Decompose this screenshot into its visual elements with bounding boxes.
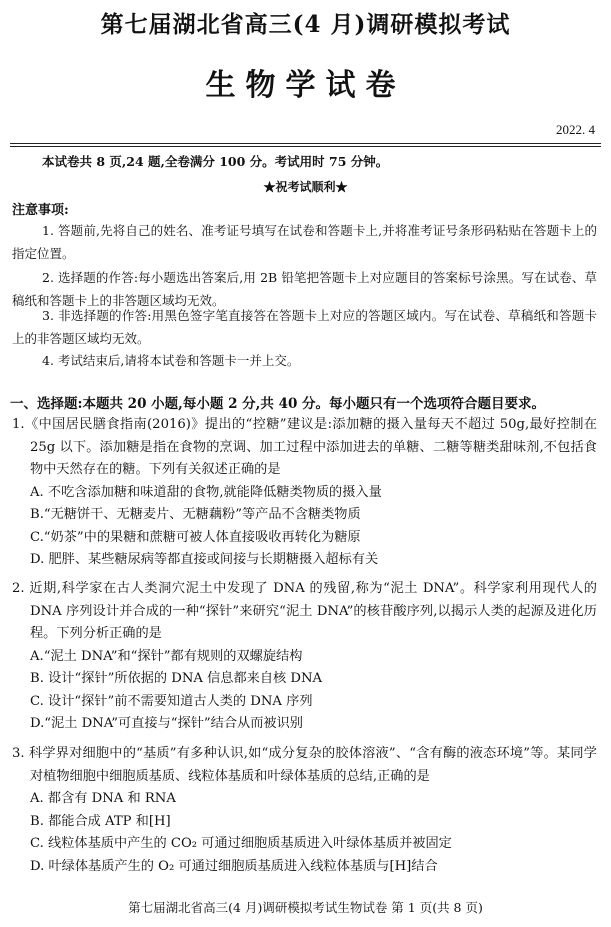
notice-item: 4. 考试结束后,请将本试卷和答题卡一并上交。 bbox=[42, 353, 300, 368]
exam-subtitle: 生物学试卷 bbox=[205, 68, 406, 103]
exam-wish: ★祝考试顺利★ bbox=[263, 180, 348, 194]
notice-heading: 注意事项: bbox=[12, 203, 69, 218]
header-rule bbox=[10, 143, 601, 144]
notice-item: 1. 答题前,先将自己的姓名、准考证号填写在试卷和答题卡上,并将准考证号条形码粘贴在答题卡上的指定位置。 bbox=[12, 223, 597, 261]
question-3 bbox=[12, 743, 597, 878]
question-option: A. 都含有 DNA 和 RNA bbox=[30, 791, 176, 806]
question-option: D. 叶绿体基质产生的 O₂ 可通过细胞质基质进入线粒体基质与[H]结合 bbox=[30, 858, 438, 874]
page-footer: 第七届湖北省高三(4 月)调研模拟考试生物试卷 第 1 页(共 8 页) bbox=[128, 900, 483, 915]
exam-title: 第七届湖北省高三(4 月)调研模拟考试 bbox=[100, 11, 511, 38]
question-option: A. 不吃含添加糖和味道甜的食物,就能降低糖类物质的摄入量 bbox=[30, 484, 382, 500]
question-stem: 2. 近期,科学家在古人类洞穴泥土中发现了 DNA 的残留,称为“泥土 DNA”。科学家利用现代人的 DNA 序列设计并合成的一种“探针”来研究“泥土 DNA”的核苷酸序列,以揭示人类的起源及进化历程。下列分析正确的是 bbox=[12, 581, 597, 641]
notice-item: 3. 非选择题的作答:用黑色签字笔直接答在答题卡上对应的答题区域内。写在试卷、草稿纸和答题卡上的非答题区域均无效。 bbox=[12, 308, 597, 346]
question-stem: 3. 科学界对细胞中的“基质”有多种认识,如“成分复杂的胶体溶液”、“含有酶的液态环境”等。某同学对植物细胞中细胞质基质、线粒体基质和叶绿体基质的总结,正确的是 bbox=[12, 746, 597, 784]
question-option: C. 设计“探针”前不需要知道古人类的 DNA 序列 bbox=[30, 693, 313, 709]
notice-item: 2. 选择题的作答:每小题选出答案后,用 2B 铅笔把答题卡上对应题目的答案标号涂黑。写在试卷、草稿纸和答题卡上的非答题区域均无效。 bbox=[12, 270, 597, 308]
exam-summary: 本试卷共 8 页,24 题,全卷满分 100 分。考试用时 75 分钟。 bbox=[42, 154, 389, 169]
question-stem: 1.《中国居民膳食指南(2016)》提出的“控糖”建议是:添加糖的摄入量每天不超过 50g,最好控制在 25g 以下。添加糖是指在食物的烹调、加工过程中添加进去的单糖、二糖等糖类甜味剂,不包括食物中天然存在的糖。下列有关叙述正确的是 bbox=[12, 417, 597, 477]
exam-date: 2022. 4 bbox=[556, 122, 595, 137]
question-option: C.“奶茶”中的果糖和蔗糖可被人体直接吸收再转化为糖原 bbox=[30, 529, 361, 545]
question-option: A.“泥土 DNA”和“探针”都有规则的双螺旋结构 bbox=[30, 648, 303, 664]
question-option: B.“无糖饼干、无糖麦片、无糖藕粉”等产品不含糖类物质 bbox=[30, 507, 361, 522]
header-rule-secondary bbox=[10, 146, 601, 147]
question-option: C. 线粒体基质中产生的 CO₂ 可通过细胞质基质进入叶绿体基质并被固定 bbox=[30, 836, 452, 851]
question-option: B. 都能合成 ATP 和[H] bbox=[30, 813, 171, 829]
question-option: B. 设计“探针”所依据的 DNA 信息都来自核 DNA bbox=[30, 671, 323, 686]
question-option: D.“泥土 DNA”可直接与“探针”结合从而被识别 bbox=[30, 716, 303, 731]
section-heading: 一、选择题:本题共 20 小题,每小题 2 分,共 40 分。每小题只有一个选项符合题目要求。 bbox=[10, 396, 546, 412]
question-1 bbox=[12, 414, 597, 572]
question-option: D. 肥胖、某些糖尿病等都直接或间接与长期糖摄入超标有关 bbox=[30, 552, 379, 567]
question-2 bbox=[12, 578, 597, 736]
